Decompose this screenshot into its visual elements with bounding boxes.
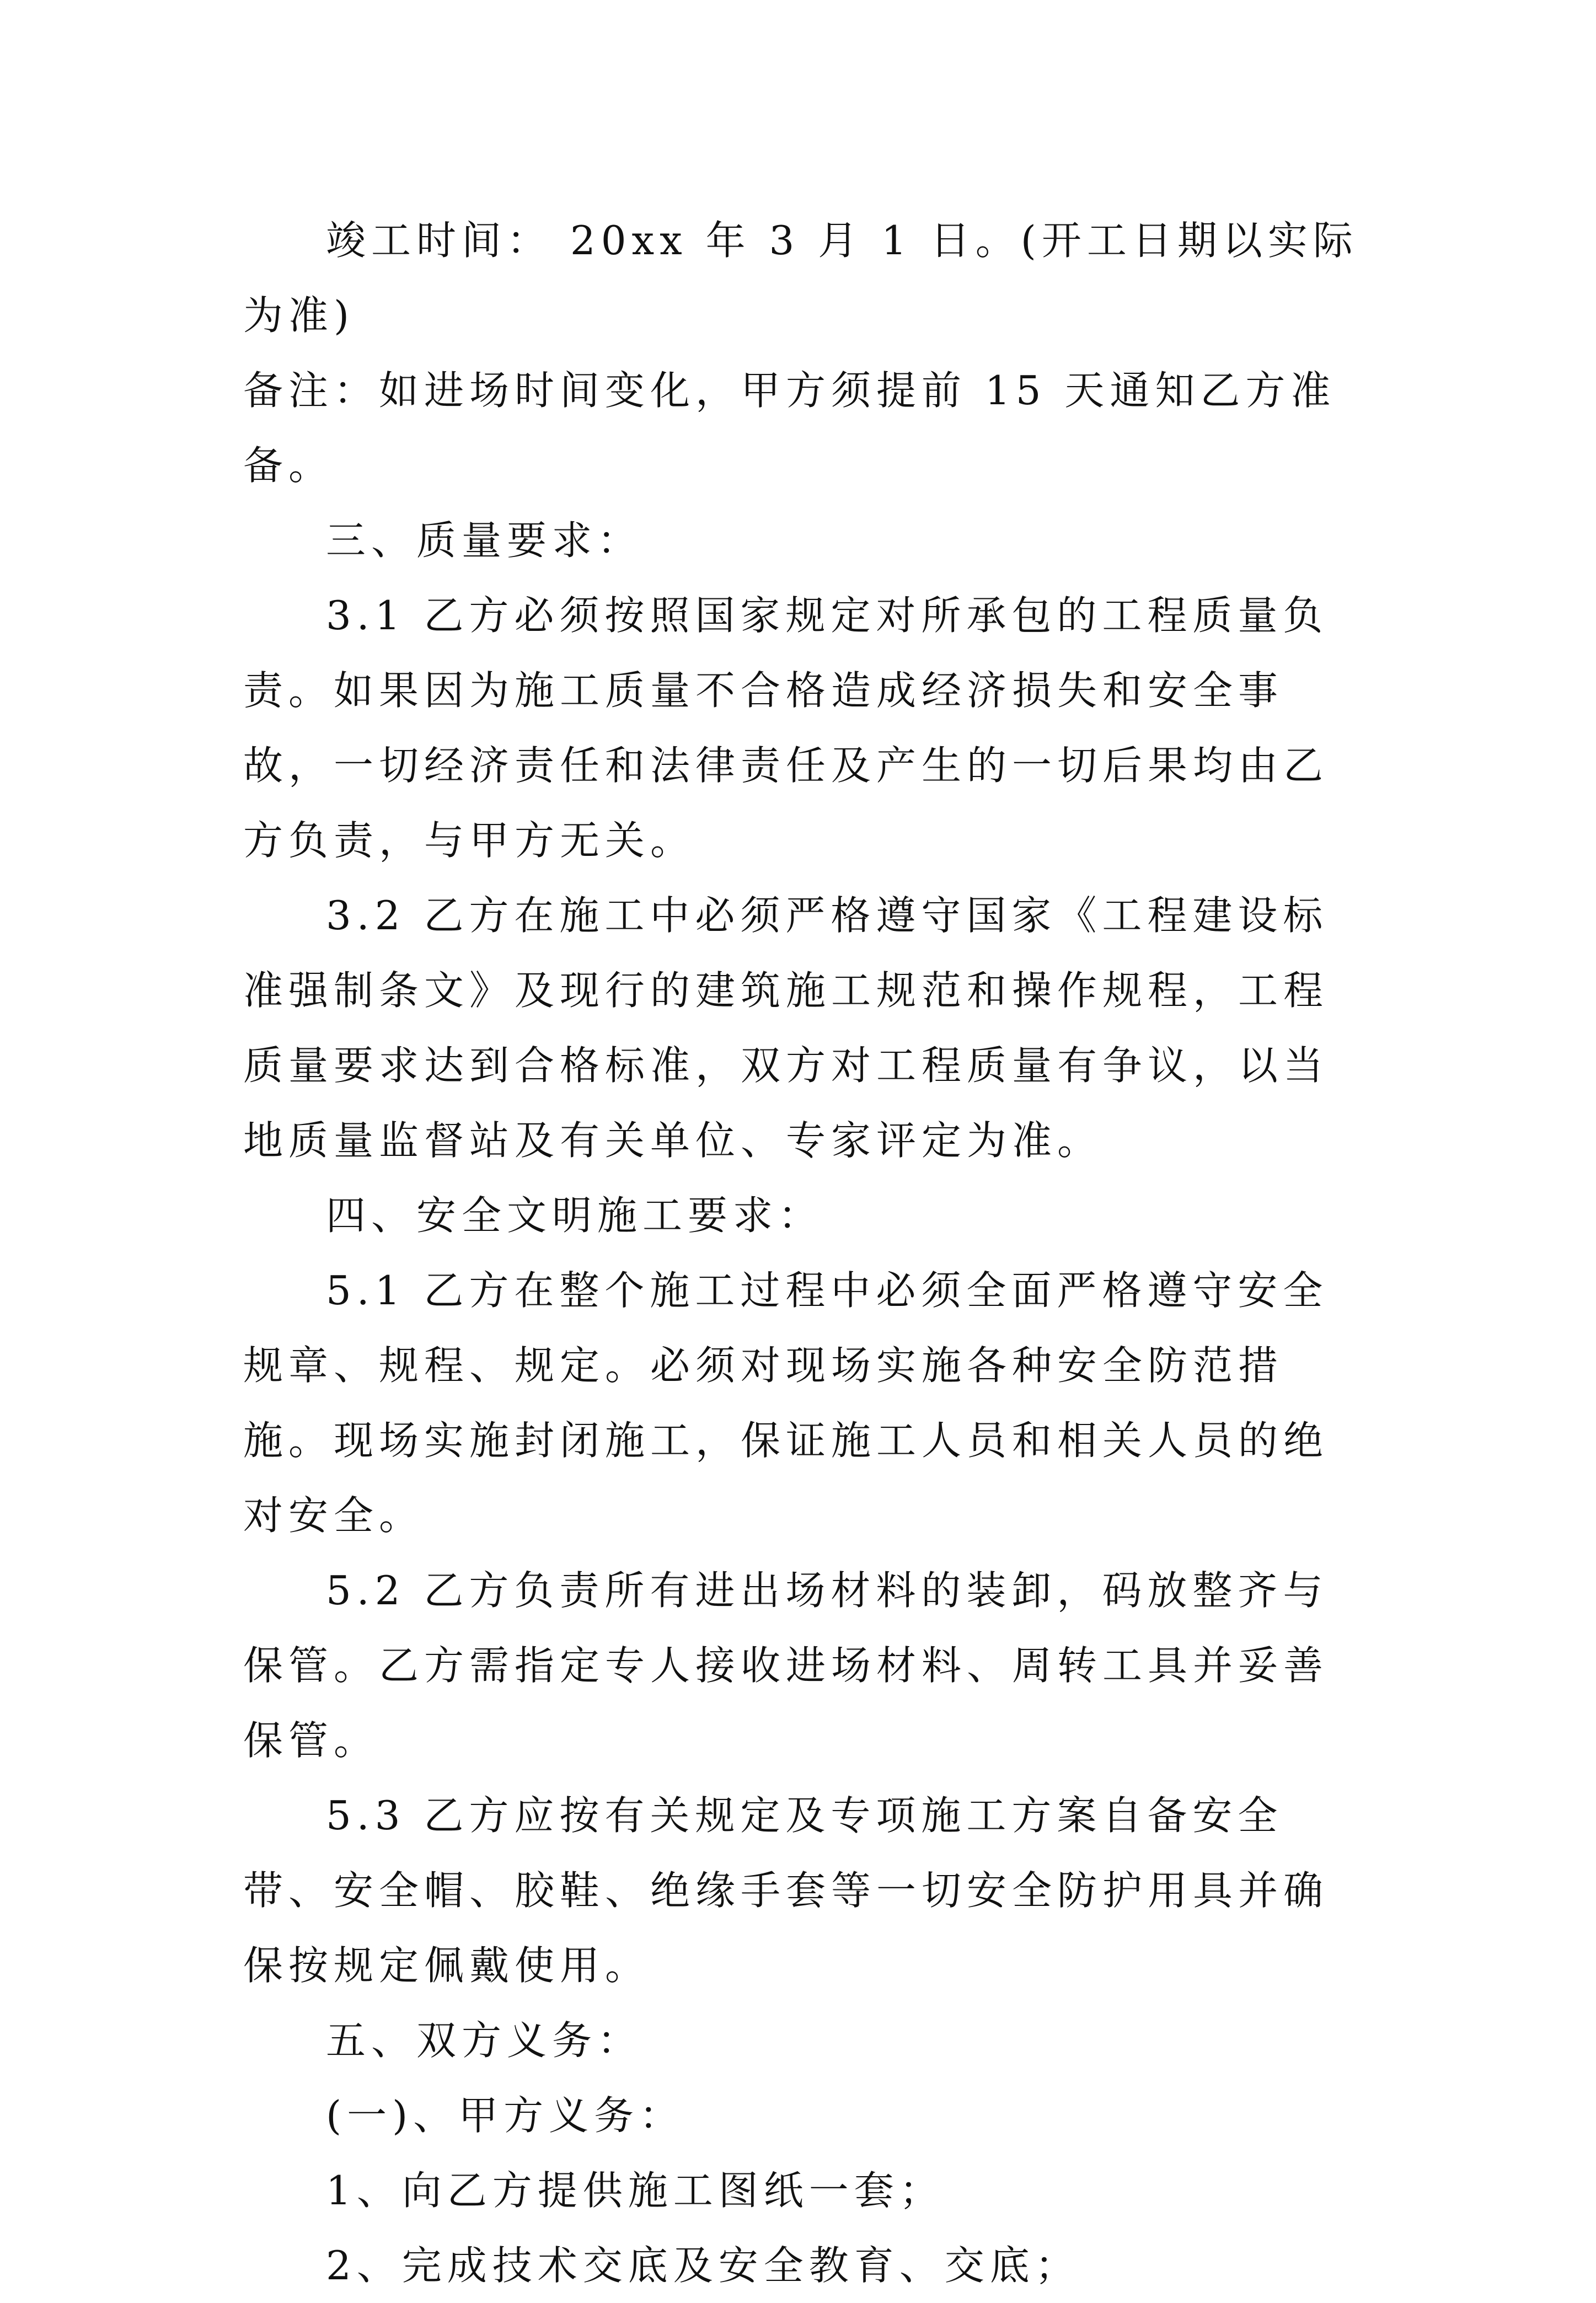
paragraph-5-1: 5.1 乙方在整个施工过程中必须全面严格遵守安全规章、规程、规定。必须对现场实施各种安全防范措施。现场实施封闭施工，保证施工人员和相关人员的绝对安全。: [243, 1267, 1329, 1539]
heading-party-a-obligations: (一)、甲方义务：: [326, 2092, 685, 2139]
paragraph-5-3: 5.3 乙方应按有关规定及专项施工方案自备安全带、安全帽、胶鞋、绝缘手套等一切安全防护用具并确保按规定佩戴使用。: [243, 1792, 1329, 1989]
paragraph-5-2: 5.2 乙方负责所有进出场材料的装卸，码放整齐与保管。乙方需指定专人接收进场材料、周转工具并妥善保管。: [243, 1567, 1329, 1764]
list-item-1: 1、向乙方提供施工图纸一套；: [326, 2167, 945, 2214]
paragraph-note: 备注：如进场时间变化，甲方须提前 15 天通知乙方准备。: [243, 367, 1336, 489]
paragraph-3-2: 3.2 乙方在施工中必须严格遵守国家《工程建设标准强制条文》及现行的建筑施工规范和操作规程，工程质量要求达到合格标准，双方对工程质量有争议，以当地质量监督站及有关单位、专家评定为准。: [243, 892, 1329, 1164]
list-item-2: 2、完成技术交底及安全教育、交底；: [326, 2242, 1080, 2289]
heading-quality-requirements: 三、质量要求：: [326, 517, 643, 564]
paragraph-3-1: 3.1 乙方必须按照国家规定对所承包的工程质量负责。如果因为施工质量不合格造成经济损失和安全事故，一切经济责任和法律责任及产生的一切后果均由乙方负责，与甲方无关。: [243, 592, 1329, 864]
paragraph-completion-time: 竣工时间： 20xx 年 3 月 1 日。(开工日期以实际为准): [243, 217, 1358, 339]
heading-safety-requirements: 四、安全文明施工要求：: [326, 1192, 824, 1239]
heading-obligations: 五、双方义务：: [326, 2017, 643, 2064]
document-body: [243, 203, 1363, 2303]
